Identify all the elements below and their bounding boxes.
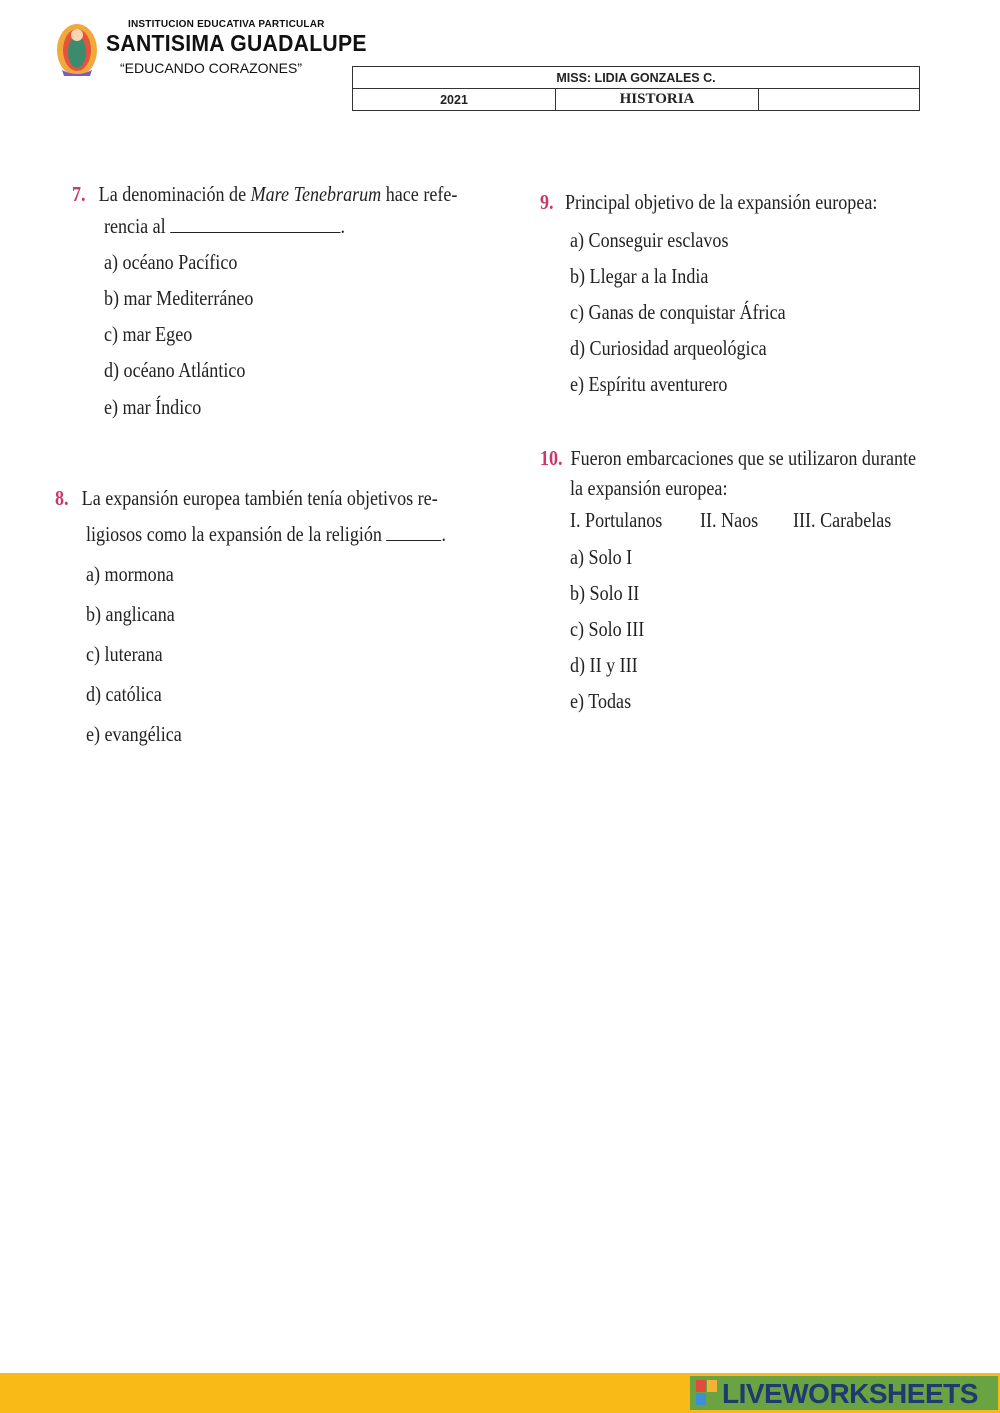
q10-item-1: I. Portulanos bbox=[570, 508, 663, 532]
q10-item-3: III. Carabelas bbox=[793, 508, 892, 532]
question-9-number: 9. bbox=[540, 190, 554, 214]
q10-option-b: b) Solo II bbox=[570, 581, 640, 605]
school-logo bbox=[52, 18, 102, 78]
question-9-line-1: 9. Principal objetivo de la expansión europea: bbox=[540, 190, 878, 214]
q9-option-b: b) Llegar a la India bbox=[570, 264, 709, 288]
q7-option-e: e) mar Índico bbox=[104, 395, 202, 419]
q10-option-a: a) Solo I bbox=[570, 545, 633, 569]
answer-blank[interactable] bbox=[170, 216, 340, 233]
info-table bbox=[352, 66, 920, 111]
q7-option-b: b) mar Mediterráneo bbox=[104, 286, 254, 310]
q8-option-d: d) católica bbox=[86, 682, 162, 706]
q10-option-e: e) Todas bbox=[570, 689, 632, 713]
question-8-line-1: 8. La expansión europea también tenía objetivos re- bbox=[55, 486, 438, 510]
year-cell: 2021 bbox=[353, 89, 556, 111]
answer-blank[interactable] bbox=[386, 524, 441, 541]
q8-option-c: c) luterana bbox=[86, 642, 163, 666]
question-10-line-1: 10. Fueron embarcaciones que se utilizaron durante bbox=[540, 446, 917, 470]
question-7-line-1: 7. La denominación de Mare Tenebrarum hace refe- bbox=[72, 182, 458, 206]
question-7-number: 7. bbox=[72, 182, 86, 206]
q10-item-2: II. Naos bbox=[700, 508, 759, 532]
question-7-line-2: rencia al . bbox=[104, 214, 345, 238]
q7-option-d: d) océano Atlántico bbox=[104, 358, 246, 382]
liveworksheets-logo-icon bbox=[696, 1380, 718, 1406]
q7-option-a: a) océano Pacífico bbox=[104, 250, 238, 274]
q9-option-c: c) Ganas de conquistar África bbox=[570, 300, 786, 324]
q9-option-a: a) Conseguir esclavos bbox=[570, 228, 729, 252]
q7-option-c: c) mar Egeo bbox=[104, 322, 193, 346]
q8-option-a: a) mormona bbox=[86, 562, 174, 586]
subject-cell: HISTORIA bbox=[556, 89, 759, 111]
teacher-cell: MISS: LIDIA GONZALES C. bbox=[353, 67, 920, 89]
question-8-line-2: ligiosos como la expansión de la religión . bbox=[86, 522, 447, 546]
q8-option-b: b) anglicana bbox=[86, 602, 175, 626]
q10-option-d: d) II y III bbox=[570, 653, 638, 677]
q9-option-d: d) Curiosidad arqueológica bbox=[570, 336, 767, 360]
question-10-number: 10. bbox=[540, 446, 563, 470]
empty-cell bbox=[759, 89, 920, 111]
q8-option-e: e) evangélica bbox=[86, 722, 182, 746]
mare-tenebrarum-term: Mare Tenebrarum bbox=[250, 182, 382, 206]
school-name: SANTISIMA GUADALUPE bbox=[106, 30, 367, 56]
q9-option-e: e) Espíritu aventurero bbox=[570, 372, 728, 396]
school-type: INSTITUCION EDUCATIVA PARTICULAR bbox=[128, 19, 325, 30]
school-motto: “EDUCANDO CORAZONES” bbox=[120, 60, 303, 76]
q10-option-c: c) Solo III bbox=[570, 617, 645, 641]
question-8-number: 8. bbox=[55, 486, 69, 510]
liveworksheets-brand: LIVEWORKSHEETS bbox=[722, 1378, 978, 1409]
question-10-line-2: la expansión europea: bbox=[570, 476, 728, 500]
